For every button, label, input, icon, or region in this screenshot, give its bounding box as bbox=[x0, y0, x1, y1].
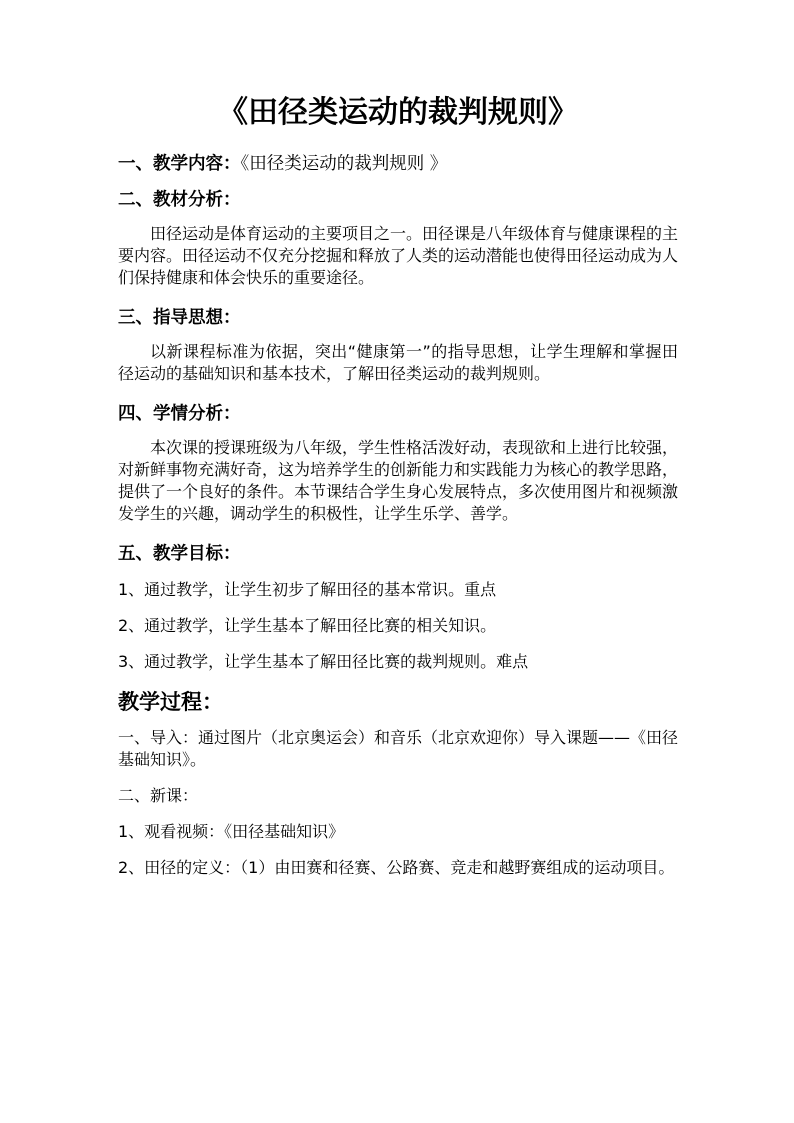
section-heading: 二、教材分析： bbox=[118, 190, 241, 210]
list-item: 1、通过教学，让学生初步了解田径的基本常识。重点 bbox=[118, 580, 497, 599]
list-item: 2、田径的定义：（1）由田赛和径赛、公路赛、竞走和越野赛组成的运动项目。 bbox=[118, 858, 675, 877]
section-paragraph: 本次课的授课班级为八年级，学生性格活泼好动，表现欲和上进行比较强，对新鲜事物充满好奇，这为培养学生的创新能力和实践能力为核心的教学思路，提供了一个良好的条件。本节课结合学生身心发展特点，多次使用图片和视频激发学生的兴趣，调动学生的积极性，让学生乐学、善学。 bbox=[118, 438, 679, 523]
page-title: 《田径类运动的裁判规则》 bbox=[218, 95, 578, 130]
section-paragraph: 田径运动是体育运动的主要项目之一。田径课是八年级体育与健康课程的主要内容。田径运动不仅充分挖掘和释放了人类的运动潜能也使得田径运动成为人们保持健康和体会快乐的重要途径。 bbox=[118, 224, 679, 287]
section-heading: 五、教学目标： bbox=[118, 544, 241, 564]
section-teaching-content bbox=[118, 151, 678, 177]
list-item: 2、通过教学，让学生基本了解田径比赛的相关知识。 bbox=[118, 616, 497, 635]
section-paragraph: 以新课程标准为依据，突出“健康第一”的指导思想，让学生理解和掌握田径运动的基础知识和基本技术，了解田径类运动的裁判规则。 bbox=[118, 342, 678, 383]
process-heading: 教学过程： bbox=[118, 689, 223, 714]
list-item: 1、观看视频：《田径基础知识》 bbox=[118, 822, 345, 841]
section-inline-text: 《田径类运动的裁判规则 》 bbox=[240, 154, 448, 174]
section-heading: 四、学情分析： bbox=[118, 404, 241, 424]
list-item: 3、通过教学，让学生基本了解田径比赛的裁判规则。难点 bbox=[118, 652, 529, 671]
section-heading: 三、指导思想： bbox=[118, 308, 241, 328]
list-item: 二、新课： bbox=[118, 786, 199, 805]
section-heading: 一、教学内容： bbox=[118, 154, 241, 174]
list-item: 一、导入：通过图片（北京奥运会）和音乐（北京欢迎你）导入课题——《田径基础知识》。 bbox=[118, 728, 679, 769]
